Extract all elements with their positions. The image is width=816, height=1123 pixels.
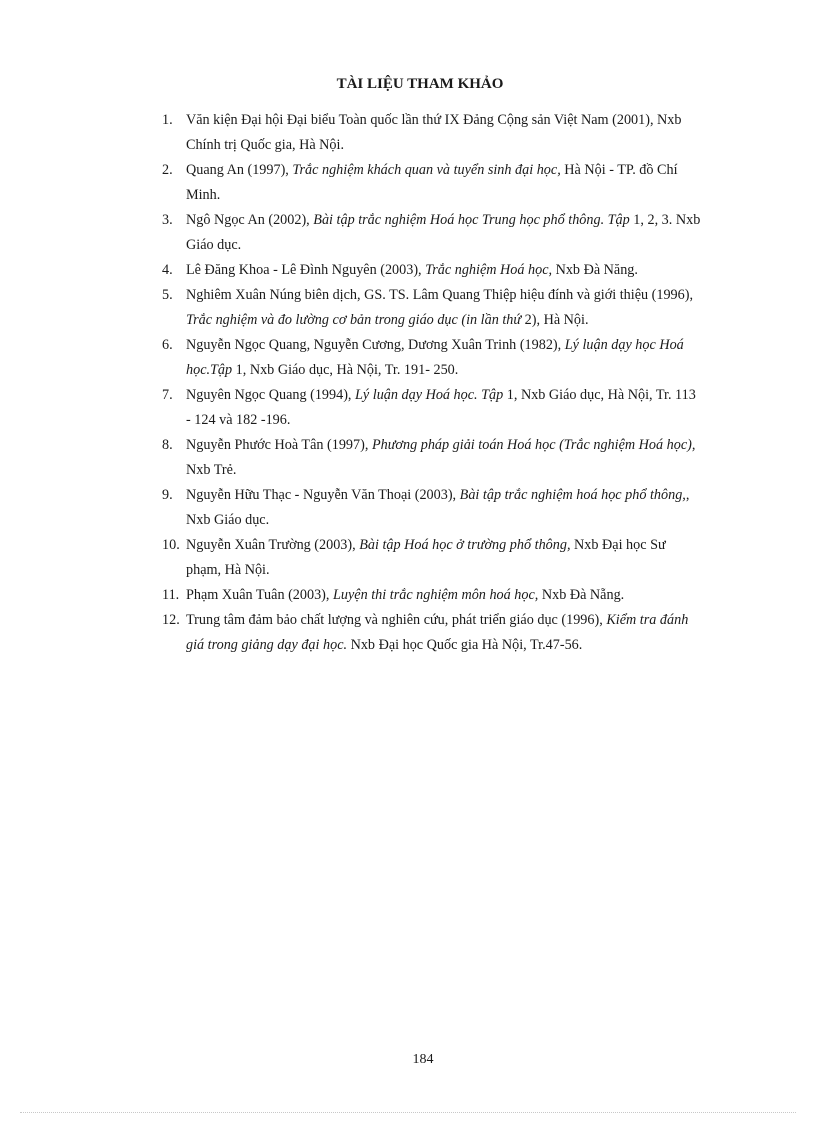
reference-item xyxy=(161,608,701,658)
reference-number: 11. xyxy=(162,587,180,603)
reference-text-segment: Nxb Đà Nẵng. xyxy=(538,587,625,603)
reference-item xyxy=(161,533,701,583)
reference-title-italic: Lý luận dạy học Hoá học.Tập xyxy=(186,337,684,378)
reference-item xyxy=(161,208,701,258)
reference-title-italic: Trắc nghiệm khách quan và tuyển sinh đại học, xyxy=(292,162,561,178)
reference-text-segment: Nguyễn Xuân Trường (2003), xyxy=(186,537,360,553)
reference-text-segment: 1, Nxb Giáo dục, Hà Nội, Tr. 113 - 124 và 182 -196. xyxy=(186,387,696,428)
reference-title-italic: Trắc nghiệm Hoá học, xyxy=(425,262,553,278)
reference-text-segment: Lê Đăng Khoa - Lê Đình Nguyên (2003), xyxy=(186,262,426,278)
reference-text xyxy=(186,208,701,258)
reference-item xyxy=(161,583,701,608)
reference-text-segment: Nguyễn Ngọc Quang, Nguyễn Cương, Dương Xuân Trinh (1982), xyxy=(186,337,565,353)
reference-list xyxy=(161,108,701,658)
reference-number: 10. xyxy=(162,537,180,553)
reference-text-segment: 2), Hà Nội. xyxy=(521,312,589,328)
reference-number: 3. xyxy=(162,212,173,228)
reference-title-italic: Bài tập Hoá học ở trường phổ thông, xyxy=(359,537,571,553)
reference-text xyxy=(186,483,701,533)
page-bottom-divider xyxy=(20,1112,796,1113)
reference-text xyxy=(186,383,701,433)
reference-text xyxy=(186,108,701,158)
reference-text xyxy=(186,333,701,383)
page-number: 184 xyxy=(412,1052,434,1067)
page-title: TÀI LIỆU THAM KHẢO xyxy=(336,76,504,92)
reference-text-segment: Nxb Trẻ. xyxy=(186,462,237,478)
reference-text-segment: Quang An (1997), xyxy=(186,162,293,178)
reference-text-segment: Nxb Đại học Quốc gia Hà Nội, Tr.47-56. xyxy=(347,637,583,653)
reference-number: 6. xyxy=(162,337,173,353)
reference-title-italic: Trắc nghiệm và đo lường cơ bản trong giáo dục (in lần thứ xyxy=(186,312,522,328)
reference-text-segment: Trung tâm đảm bảo chất lượng và nghiên cứu, phát triển giáo dục (1996), xyxy=(186,612,607,628)
reference-text xyxy=(186,433,701,483)
reference-number: 2. xyxy=(162,162,173,178)
reference-text xyxy=(186,608,701,658)
reference-text-segment: Nguyễn Phước Hoà Tân (1997), xyxy=(186,437,372,453)
reference-title-italic: Luyện thi trắc nghiệm môn hoá học, xyxy=(333,587,539,603)
reference-text-segment: 1, 2, 3. Nxb Giáo dục. xyxy=(186,212,701,253)
reference-text-segment: Nghiêm Xuân Núng biên dịch, GS. TS. Lâm Quang Thiệp hiệu đính và giới thiệu (1996), xyxy=(186,287,694,303)
reference-title-italic: Kiểm tra đánh giá trong giảng dạy đại học. xyxy=(186,612,689,653)
reference-title-italic: Bài tập trắc nghiệm hoá học phổ thông, xyxy=(459,487,686,503)
reference-number: 9. xyxy=(162,487,173,503)
reference-item xyxy=(161,333,701,383)
reference-item xyxy=(161,108,701,158)
reference-item xyxy=(161,258,701,283)
reference-text xyxy=(186,533,701,583)
reference-number: 12. xyxy=(162,612,180,628)
reference-text xyxy=(186,158,701,208)
reference-text-segment: Nxb Đà Năng. xyxy=(552,262,638,278)
reference-number: 7. xyxy=(162,387,173,403)
reference-text xyxy=(186,258,701,283)
reference-text-segment: 1, Nxb Giáo dục, Hà Nội, Tr. 191- 250. xyxy=(232,362,459,378)
reference-text-segment: Hà Nội - TP. đồ Chí Minh. xyxy=(186,162,678,203)
reference-item xyxy=(161,158,701,208)
reference-number: 8. xyxy=(162,437,173,453)
reference-item xyxy=(161,383,701,433)
reference-text xyxy=(186,283,701,333)
reference-text-segment: Nxb Đại học Sư phạm, Hà Nội. xyxy=(186,537,666,578)
reference-number: 5. xyxy=(162,287,173,303)
reference-text-segment: Nguyên Ngọc Quang (1994), xyxy=(186,387,356,403)
reference-item xyxy=(161,483,701,533)
reference-text-segment: Văn kiện Đại hội Đại biểu Toàn quốc lần thứ IX Đảng Cộng sản Việt Nam (2001), Nxb Chính trị Quốc gia, Hà Nội. xyxy=(186,112,682,153)
reference-number: 1. xyxy=(162,112,173,128)
reference-title-italic: Lý luận dạy Hoá học. Tập xyxy=(355,387,504,403)
reference-item xyxy=(161,283,701,333)
reference-title-italic: Phương pháp giải toán Hoá học (Trắc nghiệm Hoá học), xyxy=(371,437,696,453)
reference-item xyxy=(161,433,701,483)
reference-text xyxy=(186,583,701,608)
reference-text-segment: , Nxb Giáo dục. xyxy=(186,487,690,528)
reference-text-segment: Nguyễn Hữu Thạc - Nguyễn Văn Thoại (2003), xyxy=(186,487,460,503)
reference-title-italic: Bài tập trắc nghiệm Hoá học Trung học phổ thông. Tập xyxy=(313,212,630,228)
reference-text-segment: Phạm Xuân Tuân (2003), xyxy=(186,587,334,603)
reference-text-segment: Ngô Ngọc An (2002), xyxy=(186,212,314,228)
reference-number: 4. xyxy=(162,262,173,278)
